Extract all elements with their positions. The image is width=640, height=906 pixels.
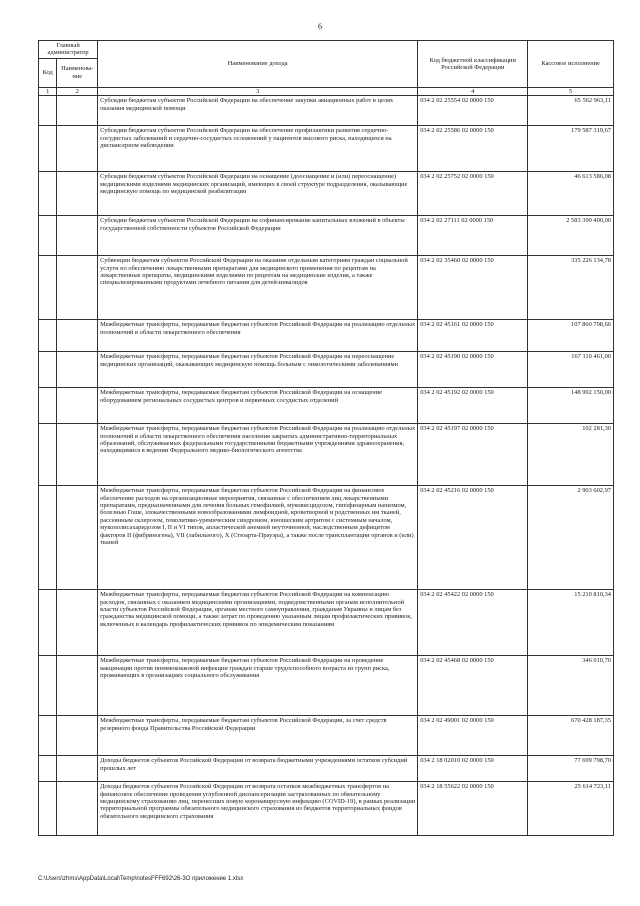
income-name-cell: Доходы бюджетов субъектов Российской Федерации от возврата бюджетными учреждениями остатков субсидий прошлых лет bbox=[98, 756, 418, 782]
name-cell bbox=[57, 216, 98, 256]
amount-cell: 346 010,70 bbox=[528, 656, 614, 716]
amount-cell: 335 226 134,78 bbox=[528, 256, 614, 320]
name-cell bbox=[57, 590, 98, 656]
code-header: Код bbox=[39, 58, 57, 87]
table-row bbox=[39, 126, 614, 172]
name-cell bbox=[57, 782, 98, 836]
income-name-cell: Субсидии бюджетам субъектов Российской Федерации на софинансирование капитальных вложений в объекты государственной собственности субъектов Российской Федерации bbox=[98, 216, 418, 256]
code-cell bbox=[39, 172, 57, 216]
column-numbers-row bbox=[39, 87, 614, 95]
income-name-cell: Межбюджетные трансферты, передаваемые бюджетам субъектов Российской Федерации на компенсацию расходов, связанных с оказанием медицинскими организациями, подведомственными органам исполнительной власти субъектов Российской Федерации, органам местного самоуправления, гражданам Украины и лицам без гражданства медицинской помощи, а также затрат по проведению указанным лицам профилактических прививок, включенных в календарь профилактических прививок по эпидемическим показаниям bbox=[98, 590, 418, 656]
kbk-cell: 034 2 02 45161 02 0000 150 bbox=[418, 320, 528, 352]
amount-cell: 46 613 586,08 bbox=[528, 172, 614, 216]
amount-cell: 65 562 963,11 bbox=[528, 96, 614, 126]
code-cell bbox=[39, 352, 57, 388]
column-number: 3 bbox=[98, 87, 418, 95]
kbk-cell: 034 2 02 45190 02 0000 150 bbox=[418, 352, 528, 388]
name-cell bbox=[57, 256, 98, 320]
table-row bbox=[39, 782, 614, 836]
kbk-cell: 034 2 02 45216 02 0000 150 bbox=[418, 486, 528, 590]
name-cell bbox=[57, 756, 98, 782]
kbk-cell: 034 2 02 25752 02 0000 150 bbox=[418, 172, 528, 216]
table-row bbox=[39, 756, 614, 782]
name-cell bbox=[57, 656, 98, 716]
code-cell bbox=[39, 126, 57, 172]
income-name-cell: Межбюджетные трансферты, передаваемые бюджетам субъектов Российской Федерации на оснащение оборудованием региональных сосудистых центров и первичных сосудистых отделений bbox=[98, 388, 418, 424]
code-cell bbox=[39, 256, 57, 320]
amount-cell: 167 110 461,00 bbox=[528, 352, 614, 388]
kbk-header: Код бюджетной классификации Российской Федерации bbox=[418, 41, 528, 88]
income-name-cell: Межбюджетные трансферты, передаваемые бюджетам субъектов Российской Федерации на переоснащение медицинских организаций, оказывающих медицинскую помощь больным с онкологическими заболеваниями bbox=[98, 352, 418, 388]
income-name-header: Наименование дохода bbox=[98, 41, 418, 88]
code-cell bbox=[39, 96, 57, 126]
name-cell bbox=[57, 126, 98, 172]
code-cell bbox=[39, 716, 57, 756]
income-name-cell: Межбюджетные трансферты, передаваемые бюджетам субъектов Российской Федерации на реализацию отдельных полномочий в области лекарственного обеспечения населения закрытых административно-территориальных образований, обслуживаемых федеральными государственными бюджетными учреждениями здравоохранения, находящимися в ведении Федерального медико-биологического агентства bbox=[98, 424, 418, 486]
table-row bbox=[39, 256, 614, 320]
amount-cell: 15 210 810,34 bbox=[528, 590, 614, 656]
income-name-cell: Межбюджетные трансферты, передаваемые бюджетам субъектов Российской Федерации на проведение вакцинации против пневмококковой инфекции граждан старше трудоспособного возраста из групп риска, проживающих в организациях социального обслуживания bbox=[98, 656, 418, 716]
column-number: 4 bbox=[418, 87, 528, 95]
name-cell bbox=[57, 320, 98, 352]
name-cell bbox=[57, 96, 98, 126]
code-cell bbox=[39, 656, 57, 716]
column-number: 1 bbox=[39, 87, 57, 95]
table-row bbox=[39, 172, 614, 216]
code-cell bbox=[39, 782, 57, 836]
column-number: 2 bbox=[57, 87, 98, 95]
kbk-cell: 034 2 02 45197 02 0000 150 bbox=[418, 424, 528, 486]
name-cell bbox=[57, 424, 98, 486]
amount-cell: 107 860 798,66 bbox=[528, 320, 614, 352]
amount-cell: 102 281,30 bbox=[528, 424, 614, 486]
income-table bbox=[38, 40, 614, 836]
name-cell bbox=[57, 486, 98, 590]
amount-cell: 2 903 602,97 bbox=[528, 486, 614, 590]
amount-cell: 77 699 798,70 bbox=[528, 756, 614, 782]
kbk-cell: 034 2 02 45468 02 0000 150 bbox=[418, 656, 528, 716]
kbk-cell: 034 2 02 27111 02 0000 150 bbox=[418, 216, 528, 256]
code-cell bbox=[39, 756, 57, 782]
column-number: 5 bbox=[528, 87, 614, 95]
income-name-cell: Субсидии бюджетам субъектов Российской Федерации на оснащение (дооснащение и (или) переоснащение) медицинскими изделиями медицинских организаций, имеющих в своей структуре подразделения, оказывающие медицинскую помощь по медицинской реабилитации bbox=[98, 172, 418, 216]
code-cell bbox=[39, 590, 57, 656]
amount-cell: 670 428 187,35 bbox=[528, 716, 614, 756]
table-row bbox=[39, 590, 614, 656]
file-path: C:\Users\zhms\AppData\Local\Temp\notesFFF692\26-3O приложение 1.xlsx bbox=[38, 876, 244, 882]
amount-cell: 148 992 150,00 bbox=[528, 388, 614, 424]
code-cell bbox=[39, 320, 57, 352]
code-cell bbox=[39, 424, 57, 486]
table-row bbox=[39, 216, 614, 256]
page-number: 6 bbox=[318, 22, 322, 31]
name-header: Наименова-ние bbox=[57, 58, 98, 87]
code-cell bbox=[39, 486, 57, 590]
income-name-cell: Субсидии бюджетам субъектов Российской Федерации на обеспечение закупки авиационных работ в целях оказания медицинской помощи bbox=[98, 96, 418, 126]
kbk-cell: 034 2 18 55622 02 0000 150 bbox=[418, 782, 528, 836]
income-name-cell: Межбюджетные трансферты, передаваемые бюджетам субъектов Российской Федерации, за счет средств резервного фонда Правительства Российской Федерации bbox=[98, 716, 418, 756]
kbk-cell: 034 2 02 49001 02 0000 150 bbox=[418, 716, 528, 756]
kbk-cell: 034 2 02 25586 02 0000 150 bbox=[418, 126, 528, 172]
income-name-cell: Межбюджетные трансферты, передаваемые бюджетам субъектов Российской Федерации на реализацию отдельных полномочий в области лекарственного обеспечения bbox=[98, 320, 418, 352]
table-row bbox=[39, 388, 614, 424]
table-row bbox=[39, 486, 614, 590]
name-cell bbox=[57, 352, 98, 388]
kbk-cell: 034 2 02 45422 02 0000 150 bbox=[418, 590, 528, 656]
table-row bbox=[39, 656, 614, 716]
amount-cell: 179 587 319,67 bbox=[528, 126, 614, 172]
amount-cell: 25 614 723,11 bbox=[528, 782, 614, 836]
name-cell bbox=[57, 388, 98, 424]
amount-header: Кассовое исполнение bbox=[528, 41, 614, 88]
kbk-cell: 034 2 18 02010 02 0000 150 bbox=[418, 756, 528, 782]
table-row bbox=[39, 424, 614, 486]
income-name-cell: Межбюджетные трансферты, передаваемые бюджетам субъектов Российской Федерации на финансовое обеспечение расходов на организационные мероприятия, связанные с обеспечением лиц лекарственными препаратами, предназначенными для лечения больных гемофилией, муковисцидозом, гипофизарным нанизмом, болезнью Гоше, злокачественными новообразованиями лимфоидной, кроветворной и родственных им тканей, рассеянным склерозом, гемолитико-уремическим синдромом, юношеским артритом с системным началом, мукополисахаридозом I, II и VI типов, апластической анемией неуточненной, наследственным дефицитом факторов II (фибриногена), VII (лабильного), X (Стюарта-Прауэра), а также после трансплантации органов и (или) тканей bbox=[98, 486, 418, 590]
income-name-cell: Доходы бюджетов субъектов Российской Федерации от возврата остатков межбюджетных трансфертов на финансовое обеспечение проведения углубленной диспансеризации застрахованных по обязательному медицинскому страхованию лиц, перенесших новую коронавирусную инфекцию (COVID-19), в рамках реализации территориальной программы обязательного медицинского страхования из бюджетов территориальных фондов обязательного медицинского страхования bbox=[98, 782, 418, 836]
admin-group-header: Главный администратор bbox=[39, 41, 98, 59]
kbk-cell: 034 2 02 25554 02 0000 150 bbox=[418, 96, 528, 126]
income-name-cell: Субсидии бюджетам субъектов Российской Федерации на обеспечение профилактики развития сердечно-сосудистых заболеваний и сердечно-сосудистых осложнений у пациентов высокого риска, находящихся на диспансерном наблюдении bbox=[98, 126, 418, 172]
code-cell bbox=[39, 216, 57, 256]
header-row bbox=[39, 41, 614, 59]
table-row bbox=[39, 716, 614, 756]
income-name-cell: Субвенции бюджетам субъектов Российской Федерации на оказание отдельным категориям граждан социальной услуги по обеспечению лекарственными препаратами для медицинского применения по рецептам на лекарственные препараты, медицинскими изделиями по рецептам на медицинские изделия, а также специализированными продуктами лечебного питания для детей-инвалидов bbox=[98, 256, 418, 320]
kbk-cell: 034 2 02 35460 02 0000 150 bbox=[418, 256, 528, 320]
name-cell bbox=[57, 172, 98, 216]
code-cell bbox=[39, 388, 57, 424]
kbk-cell: 034 2 02 45192 02 0000 150 bbox=[418, 388, 528, 424]
table-row bbox=[39, 320, 614, 352]
amount-cell: 2 583 399 400,00 bbox=[528, 216, 614, 256]
table-row bbox=[39, 352, 614, 388]
name-cell bbox=[57, 716, 98, 756]
table-row bbox=[39, 96, 614, 126]
